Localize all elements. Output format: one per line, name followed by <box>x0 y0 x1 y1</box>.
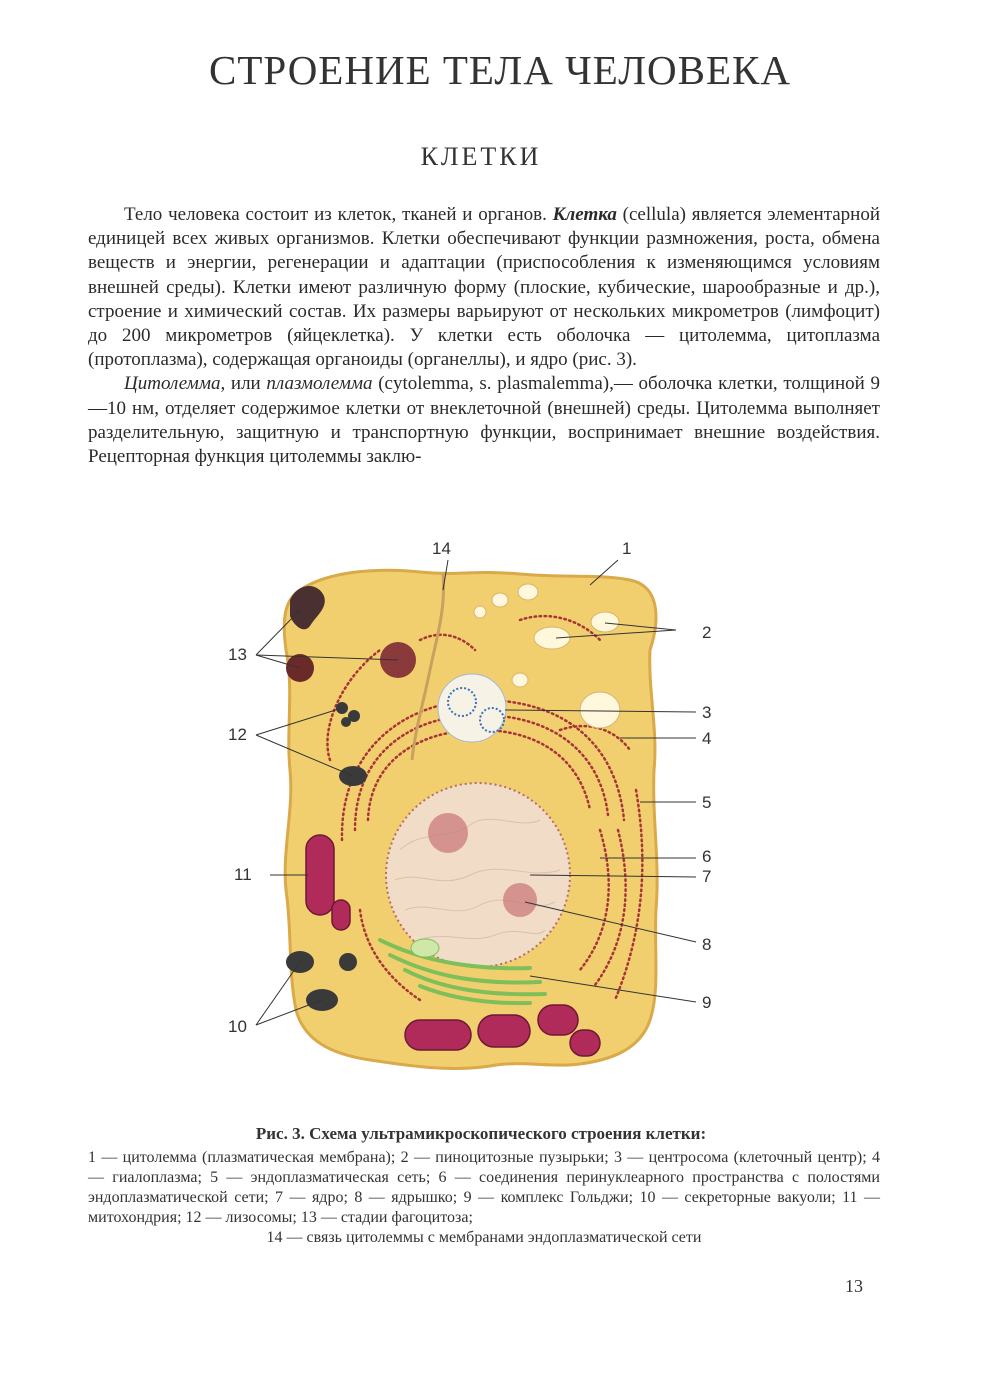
p2-text-b: (cytolemma, s. plasmalemma),— оболочка клетки, толщиной 9—10 нм, отделяет содержимое клетки от внеклеточной (внешней) среды. Цитолемма выполняет разделительную, защитную и транспортную функции, воспринимает внешние воздействия. Рецепторная функция цитолеммы заклю- <box>88 373 880 468</box>
label-2: 2 <box>702 623 712 642</box>
cell-diagram <box>220 530 760 1100</box>
paragraph-2 <box>88 372 880 469</box>
label-9: 9 <box>702 993 712 1012</box>
figure-caption-last: 14 — связь цитолеммы с мембранами эндоплазматической сети <box>266 1229 702 1246</box>
term-cytolemma: Цитолемма <box>124 373 221 395</box>
term-cell: Клетка <box>552 204 617 225</box>
label-3: 3 <box>702 703 712 722</box>
term-plasmalemma: плазмолемма <box>266 373 373 395</box>
paragraph-1 <box>88 203 880 372</box>
label-13: 13 <box>228 645 247 664</box>
section-title: КЛЕТКИ <box>420 142 542 171</box>
label-5: 5 <box>702 793 712 812</box>
figure-caption-text <box>88 1148 880 1248</box>
figure-caption-title: Рис. 3. Схема ультрамикроскопического строения клетки: <box>255 1124 707 1143</box>
label-10: 10 <box>228 1017 247 1036</box>
p2-text-a: , или <box>220 373 267 395</box>
nucleolus-2 <box>503 883 537 917</box>
p1-text-a: Тело человека состоит из клеток, тканей и органов. <box>124 204 553 225</box>
label-1: 1 <box>622 539 632 558</box>
label-4: 4 <box>702 729 712 748</box>
label-6: 6 <box>702 847 712 866</box>
figure-caption-main: 1 — цитолемма (плазматическая мембрана); 2 — пиноцитозные пузырьки; 3 — центросома (клеточный центр); 4 — гиалоплазма; 5 — эндоплазматическая сеть; 6 — соединения перинуклеарного пространства с полостями эндоплазматической сети; 7 — ядро; 8 — ядрышко; 9 — комплекс Гольджи; 10 — секреторные вакуоли; 11 — митохондрия; 12 — лизосомы; 13 — стадии фагоцитоза; <box>88 1149 880 1226</box>
label-8: 8 <box>702 935 712 954</box>
page-title: СТРОЕНИЕ ТЕЛА ЧЕЛОВЕКА <box>209 47 791 93</box>
body-text <box>88 203 880 469</box>
golgi-vesicle <box>411 939 439 957</box>
label-14: 14 <box>432 539 451 558</box>
page-number: 13 <box>845 1276 863 1296</box>
label-12: 12 <box>228 725 247 744</box>
nucleolus-1 <box>428 813 468 853</box>
centrosome <box>438 674 506 742</box>
p1-text-b: (cellula) является элементарной единицей всех живых организмов. Клетки обеспечивают функции размножения, роста, обмена веществ и энергии, регенерации и адаптации (приспособления к изменяющимся условиям внешней среды). Клетки имеют различную форму (плоские, кубические, шарообразные и др.), строение и химический состав. Их размеры варьируют от нескольких микрометров (лимфоцит) до 200 микрометров (яйцеклетка). У клетки есть оболочка — цитолемма, цитоплазма (протоплазма), содержащая органоиды (органеллы), и ядро (рис. 3). <box>88 204 880 371</box>
label-7: 7 <box>702 867 712 886</box>
label-11: 11 <box>234 865 252 884</box>
cell-diagram-svg <box>220 530 760 1100</box>
